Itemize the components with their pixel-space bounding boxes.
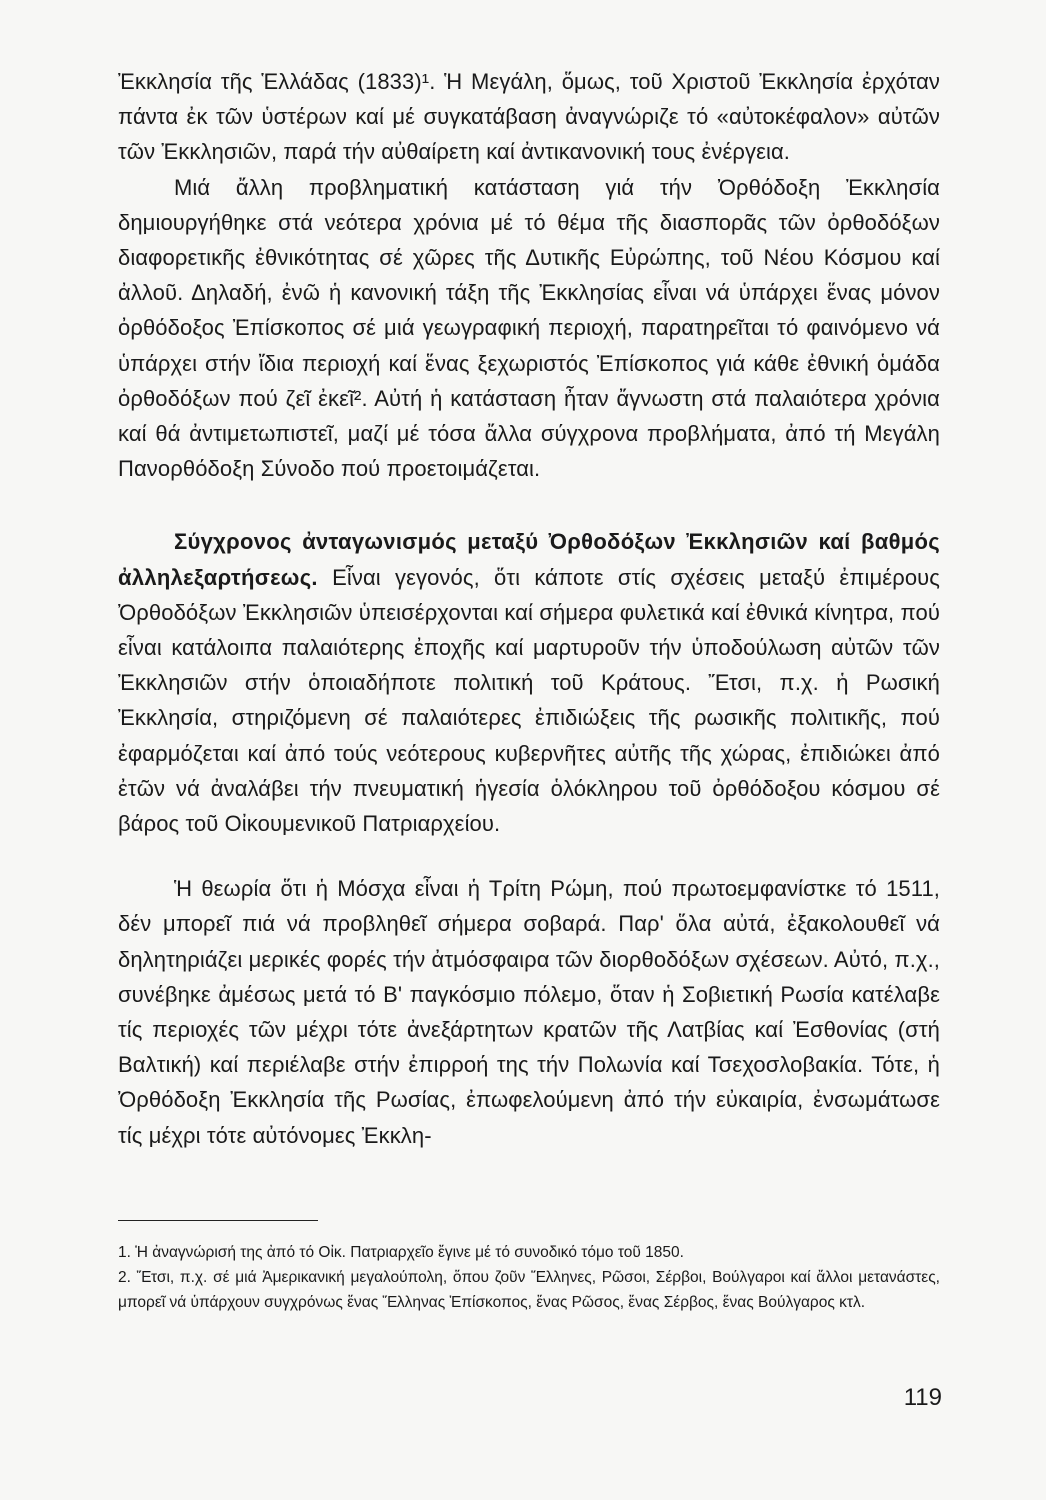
page-number: 119 — [903, 1384, 942, 1411]
paragraph-3 — [118, 524, 940, 841]
footnote-2: 2. Ἔτσι, π.χ. σέ μιά Ἀμερικανική μεγαλούπολη, ὅπου ζοῦν Ἕλληνες, Ρῶσοι, Σέρβοι, Βούλγαροι καί ἄλλοι μετανάστες, μπορεῖ νά ὑπάρχουν συγχρόνως ἕνας Ἕλληνας Ἐπίσκοπος, ἕνας Ρῶσος, ἕνας Σέρβος, ἕνας Βούλγαρος κτλ. — [118, 1269, 940, 1311]
footnote-divider — [118, 1220, 318, 1221]
paragraph-4: Ἡ θεωρία ὅτι ἡ Μόσχα εἶναι ἡ Τρίτη Ρώμη, πού πρωτοεμφανίστκε τό 1511, δέν μπορεῖ πιά νά προβληθεῖ σήμερα σοβαρά. Παρ' ὅλα αὐτά, ἐξακολουθεῖ νά δηλητηριάζει μερικές φορές τήν ἀτμόσφαιρα τῶν διορθοδόξων σχέσεων. Αὐτό, π.χ., συνέβηκε ἀμέσως μετά τό Β' παγκόσμιο πόλεμο, ὅταν ἡ Σοβιετική Ρωσία κατέλαβε τίς περιοχές τῶν μέχρι τότε ἀνεξάρτητων κρατῶν τῆς Λατβίας καί Ἐσθονίας (στή Βαλτική) καί περιέλαβε στήν ἐπιρροή της τήν Πολωνία καί Τσεχοσλοβακία. Τότε, ἡ Ὀρθόδοξη Ἐκκλησία τῆς Ρωσίας, ἐπωφελούμενη ἀπό τήν εὐκαιρία, ἐνσωμάτωσε τίς μέχρι τότε αὐτόνομες Ἐκκλη- — [118, 876, 940, 1148]
section-heading: Σύγχρονος ἀνταγωνισμός μεταξύ Ὀρθοδόξων Ἐκκλησιῶν καί βαθμός ἀλληλεξαρτήσεως. — [118, 529, 940, 590]
paragraph-1: Ἐκκλησία τῆς Ἑλλάδας (1833)¹. Ἡ Μεγάλη, ὅμως, τοῦ Χριστοῦ Ἐκκλησία ἐρχόταν πάντα ἐκ τῶν ὑστέρων καί μέ συγκατάβαση ἀναγνώριζε τό «αὐτοκέφαλον» αὐτῶν τῶν Ἐκκλησιῶν, παρά τήν αὐθαίρετη καί ἀντικανονική τους ἐνέργεια. — [118, 69, 940, 165]
paragraph-2: Μιά ἄλλη προβληματική κατάσταση γιά τήν Ὀρθόδοξη Ἐκκλησία δημιουργήθηκε στά νεότερα χρόνια μέ τό θέμα τῆς διασπορᾶς τῶν ὀρθοδόξων διαφορετικῆς ἐθνικότητας σέ χῶρες τῆς Δυτικῆς Εὐρώπης, τοῦ Νέου Κόσμου καί ἀλλοῦ. Δηλαδή, ἐνῶ ἡ κανονική τάξη τῆς Ἐκκλησίας εἶναι νά ὑπάρχει ἕνας μόνον ὀρθόδοξος Ἐπίσκοπος σέ μιά γεωγραφική περιοχή, παρατηρεῖται τό φαινόμενο νά ὑπάρχει στήν ἴδια περιοχή καί ἕνας ξεχωριστός Ἐπίσκοπος γιά κάθε ἐθνική ὁμάδα ὀρθοδόξων πού ζεῖ ἐκεῖ². Αὐτή ἡ κατάσταση ἦταν ἄγνωστη στά παλαιότερα χρόνια καί θά ἀντιμετωπιστεῖ, μαζί μέ τόσα ἄλλα σύγχρονα προβλήματα, ἀπό τή Μεγάλη Πανορθόδοξη Σύνοδο πού προετοιμάζεται. — [118, 174, 940, 482]
footnote-1: 1. Ἡ ἀναγνώρισή της ἀπό τό Οἰκ. Πατριαρχεῖο ἔγινε μέ τό συνοδικό τόμο τοῦ 1850. — [118, 1244, 684, 1261]
paragraph-3-text: Εἶναι γεγονός, ὅτι κάποτε στίς σχέσεις μεταξύ ἐπιμέρους Ὀρθοδόξων Ἐκκλησιῶν ὑπεισέρχονται καί σήμερα φυλετικά καί ἐθνικά κίνητρα, πού εἶναι κατάλοιπα παλαιότερης ἐποχῆς καί μαρτυροῦν τήν ὑποδούλωση αὐτῶν τῶν Ἐκκλησιῶν στήν ὁποιαδήποτε πολιτική τοῦ Κράτους. Ἔτσι, π.χ. ἡ Ρωσική Ἐκκλησία, στηριζόμενη σέ παλαιότερες ἐπιδιώξεις τῆς ρωσικῆς πολιτικῆς, πού ἐφαρμόζεται καί ἀπό τούς νεότερους κυβερνῆτες αὐτῆς τῆς χώρας, ἐπιδιώκει ἀπό ἐτῶν νά ἀναλάβει τήν πνευματική ἡγεσία ὁλόκληρου τοῦ ὀρθόδοξου κόσμου σέ βάρος τοῦ Οἰκουμενικοῦ Πατριαρχείου. — [118, 564, 940, 837]
main-text — [118, 64, 940, 1153]
footnotes — [118, 1240, 940, 1315]
